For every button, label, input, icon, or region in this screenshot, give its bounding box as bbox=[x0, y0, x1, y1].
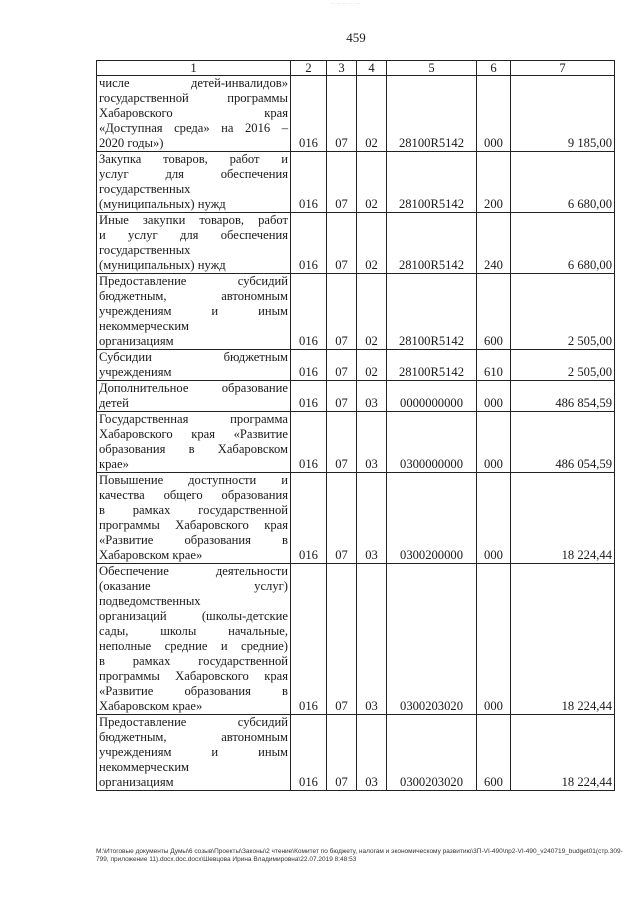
row-name-line: некоммерческим bbox=[99, 760, 190, 774]
row-name-line: Субсидии бюджетным bbox=[99, 350, 288, 364]
cell-c5: 0300203020 bbox=[387, 715, 477, 791]
cell-amount: 18 224,44 bbox=[511, 564, 615, 715]
cell-c2: 016 bbox=[291, 274, 327, 350]
row-name-line: крае» bbox=[99, 457, 129, 471]
row-name-line: Хабаровском крае» bbox=[99, 548, 203, 562]
cell-c3: 07 bbox=[327, 564, 357, 715]
cell-c2: 016 bbox=[291, 412, 327, 473]
table-body bbox=[97, 76, 615, 791]
row-name-line: программы Хабаровского края bbox=[99, 518, 288, 532]
row-name-cell bbox=[97, 152, 291, 213]
row-name-line: (оказание услуг) bbox=[99, 579, 288, 593]
row-name-line: Повышение доступности и bbox=[99, 473, 288, 487]
cell-c3: 07 bbox=[327, 152, 357, 213]
cell-c6: 600 bbox=[477, 274, 511, 350]
cell-c3: 07 bbox=[327, 412, 357, 473]
table-row bbox=[97, 76, 615, 152]
row-name-line: Закупка товаров, работ и bbox=[99, 152, 288, 166]
cell-c6: 240 bbox=[477, 213, 511, 274]
row-name-line: программы Хабаровского края bbox=[99, 669, 288, 683]
row-name-line: Предоставление субсидий bbox=[99, 274, 288, 288]
row-name-line: и услуг для обеспечения bbox=[99, 228, 288, 242]
cell-c2: 016 bbox=[291, 76, 327, 152]
table-row bbox=[97, 412, 615, 473]
cell-c2: 016 bbox=[291, 715, 327, 791]
row-name-line: «Развитие образования в bbox=[99, 533, 288, 547]
cell-c3: 07 bbox=[327, 381, 357, 412]
cell-amount: 2 505,00 bbox=[511, 350, 615, 381]
cell-c2: 016 bbox=[291, 381, 327, 412]
cell-amount: 486 054,59 bbox=[511, 412, 615, 473]
row-name-line: государственной программы bbox=[99, 91, 288, 105]
column-header-6: 6 bbox=[477, 61, 511, 76]
table-header-row bbox=[97, 61, 615, 76]
cell-c5: 28100R5142 bbox=[387, 213, 477, 274]
row-name-line: государственных bbox=[99, 182, 191, 196]
table-row bbox=[97, 350, 615, 381]
row-name-line: Хабаровском крае» bbox=[99, 699, 203, 713]
cell-amount: 18 224,44 bbox=[511, 715, 615, 791]
row-name-line: Обеспечение деятельности bbox=[99, 564, 288, 578]
cell-c6: 610 bbox=[477, 350, 511, 381]
cell-c3: 07 bbox=[327, 274, 357, 350]
column-header-3: 3 bbox=[327, 61, 357, 76]
cell-amount: 18 224,44 bbox=[511, 473, 615, 564]
cell-c5: 0300200000 bbox=[387, 473, 477, 564]
cell-c6: 000 bbox=[477, 473, 511, 564]
cell-c4: 03 bbox=[357, 715, 387, 791]
row-name-cell bbox=[97, 473, 291, 564]
table-row bbox=[97, 715, 615, 791]
cell-c5: 0000000000 bbox=[387, 381, 477, 412]
cell-c5: 28100R5142 bbox=[387, 274, 477, 350]
row-name-line: учреждениям и иным bbox=[99, 304, 288, 318]
row-name-line: Иные закупки товаров, работ bbox=[99, 213, 288, 227]
cell-c3: 07 bbox=[327, 76, 357, 152]
row-name-line: государственных bbox=[99, 243, 191, 257]
row-name-line: бюджетным, автономным bbox=[99, 289, 288, 303]
row-name-line: «Доступная среда» на 2016 – bbox=[99, 121, 288, 135]
column-header-2: 2 bbox=[291, 61, 327, 76]
row-name-line: качества общего образования bbox=[99, 488, 288, 502]
cell-amount: 486 854,59 bbox=[511, 381, 615, 412]
row-name-line: числе детей-инвалидов» bbox=[99, 76, 288, 90]
row-name-line: организациям bbox=[99, 775, 174, 789]
row-name-line: некоммерческим bbox=[99, 319, 190, 333]
cell-c3: 07 bbox=[327, 213, 357, 274]
cell-c4: 02 bbox=[357, 274, 387, 350]
cell-c3: 07 bbox=[327, 350, 357, 381]
row-name-line: в рамках государственной bbox=[99, 503, 288, 517]
cell-c4: 02 bbox=[357, 152, 387, 213]
row-name-line: «Развитие образования в bbox=[99, 684, 288, 698]
row-name-cell bbox=[97, 213, 291, 274]
cell-c5: 28100R5142 bbox=[387, 152, 477, 213]
row-name-line: организаций (школы-детские bbox=[99, 609, 288, 623]
column-header-7: 7 bbox=[511, 61, 615, 76]
cell-c4: 02 bbox=[357, 213, 387, 274]
row-name-line: Дополнительное образование bbox=[99, 381, 288, 395]
budget-table bbox=[96, 60, 615, 791]
row-name-line: бюджетным, автономным bbox=[99, 730, 288, 744]
row-name-line: 2020 годы») bbox=[99, 136, 164, 150]
cell-c2: 016 bbox=[291, 350, 327, 381]
cell-c4: 02 bbox=[357, 350, 387, 381]
row-name-line: (муниципальных) нужд bbox=[99, 258, 226, 272]
cell-c6: 000 bbox=[477, 412, 511, 473]
cell-c2: 016 bbox=[291, 152, 327, 213]
column-header-1: 1 bbox=[97, 61, 291, 76]
table-row bbox=[97, 274, 615, 350]
cell-amount: 9 185,00 bbox=[511, 76, 615, 152]
cell-c2: 016 bbox=[291, 564, 327, 715]
cell-c6: 000 bbox=[477, 381, 511, 412]
table-row bbox=[97, 152, 615, 213]
row-name-cell bbox=[97, 412, 291, 473]
row-name-line: подведомственных bbox=[99, 594, 201, 608]
row-name-line: услуг для обеспечения bbox=[99, 167, 288, 181]
row-name-cell bbox=[97, 350, 291, 381]
cell-c2: 016 bbox=[291, 213, 327, 274]
column-header-4: 4 bbox=[357, 61, 387, 76]
row-name-cell bbox=[97, 274, 291, 350]
row-name-line: в рамках государственной bbox=[99, 654, 288, 668]
cell-c5: 28100R5142 bbox=[387, 76, 477, 152]
cell-c3: 07 bbox=[327, 715, 357, 791]
row-name-line: детей bbox=[99, 396, 129, 410]
row-name-line: учреждениям и иным bbox=[99, 745, 288, 759]
row-name-line: Хабаровского края «Развитие bbox=[99, 427, 288, 441]
cell-amount: 2 505,00 bbox=[511, 274, 615, 350]
cell-c2: 016 bbox=[291, 473, 327, 564]
cell-c6: 200 bbox=[477, 152, 511, 213]
row-name-line: Хабаровского края bbox=[99, 106, 288, 120]
cell-c4: 02 bbox=[357, 76, 387, 152]
cell-c5: 28100R5142 bbox=[387, 350, 477, 381]
cell-c4: 03 bbox=[357, 412, 387, 473]
row-name-line: Государственная программа bbox=[99, 412, 288, 426]
table-row bbox=[97, 473, 615, 564]
column-header-5: 5 bbox=[387, 61, 477, 76]
cell-amount: 6 680,00 bbox=[511, 152, 615, 213]
page-number: 459 bbox=[346, 30, 366, 45]
row-name-line: учреждениям bbox=[99, 365, 172, 379]
cell-c4: 03 bbox=[357, 473, 387, 564]
table-row bbox=[97, 213, 615, 274]
cell-c5: 0300203020 bbox=[387, 564, 477, 715]
cell-c4: 03 bbox=[357, 564, 387, 715]
cell-c6: 000 bbox=[477, 564, 511, 715]
row-name-line: Предоставление субсидий bbox=[99, 715, 288, 729]
table-row bbox=[97, 564, 615, 715]
row-name-cell bbox=[97, 76, 291, 152]
cell-c3: 07 bbox=[327, 473, 357, 564]
cell-amount: 6 680,00 bbox=[511, 213, 615, 274]
row-name-cell bbox=[97, 564, 291, 715]
row-name-line: сады, школы начальные, bbox=[99, 624, 288, 638]
cell-c5: 0300000000 bbox=[387, 412, 477, 473]
row-name-line: организациям bbox=[99, 334, 174, 348]
row-name-line: неполные средние и средние) bbox=[99, 639, 288, 653]
cell-c4: 03 bbox=[357, 381, 387, 412]
row-name-cell bbox=[97, 381, 291, 412]
header-meta-text: … … … … … bbox=[330, 0, 361, 6]
row-name-cell bbox=[97, 715, 291, 791]
cell-c6: 600 bbox=[477, 715, 511, 791]
table-row bbox=[97, 381, 615, 412]
row-name-line: образования в Хабаровском bbox=[99, 442, 288, 456]
row-name-line: (муниципальных) нужд bbox=[99, 197, 226, 211]
footer-file-path: M:\Итоговые документы Думы\6 созыв\Проекты\Законы\2 чтение\Комитет по бюджету, налогам и экономическому развитию\3П-VI-490\пр2-VI-490_v240719_budget01(стр.309-799, приложение 11).docx.doc.docx\Шевцова Ирина Владимировна\22.07.2019 8:48:53 bbox=[96, 848, 623, 863]
cell-c6: 000 bbox=[477, 76, 511, 152]
